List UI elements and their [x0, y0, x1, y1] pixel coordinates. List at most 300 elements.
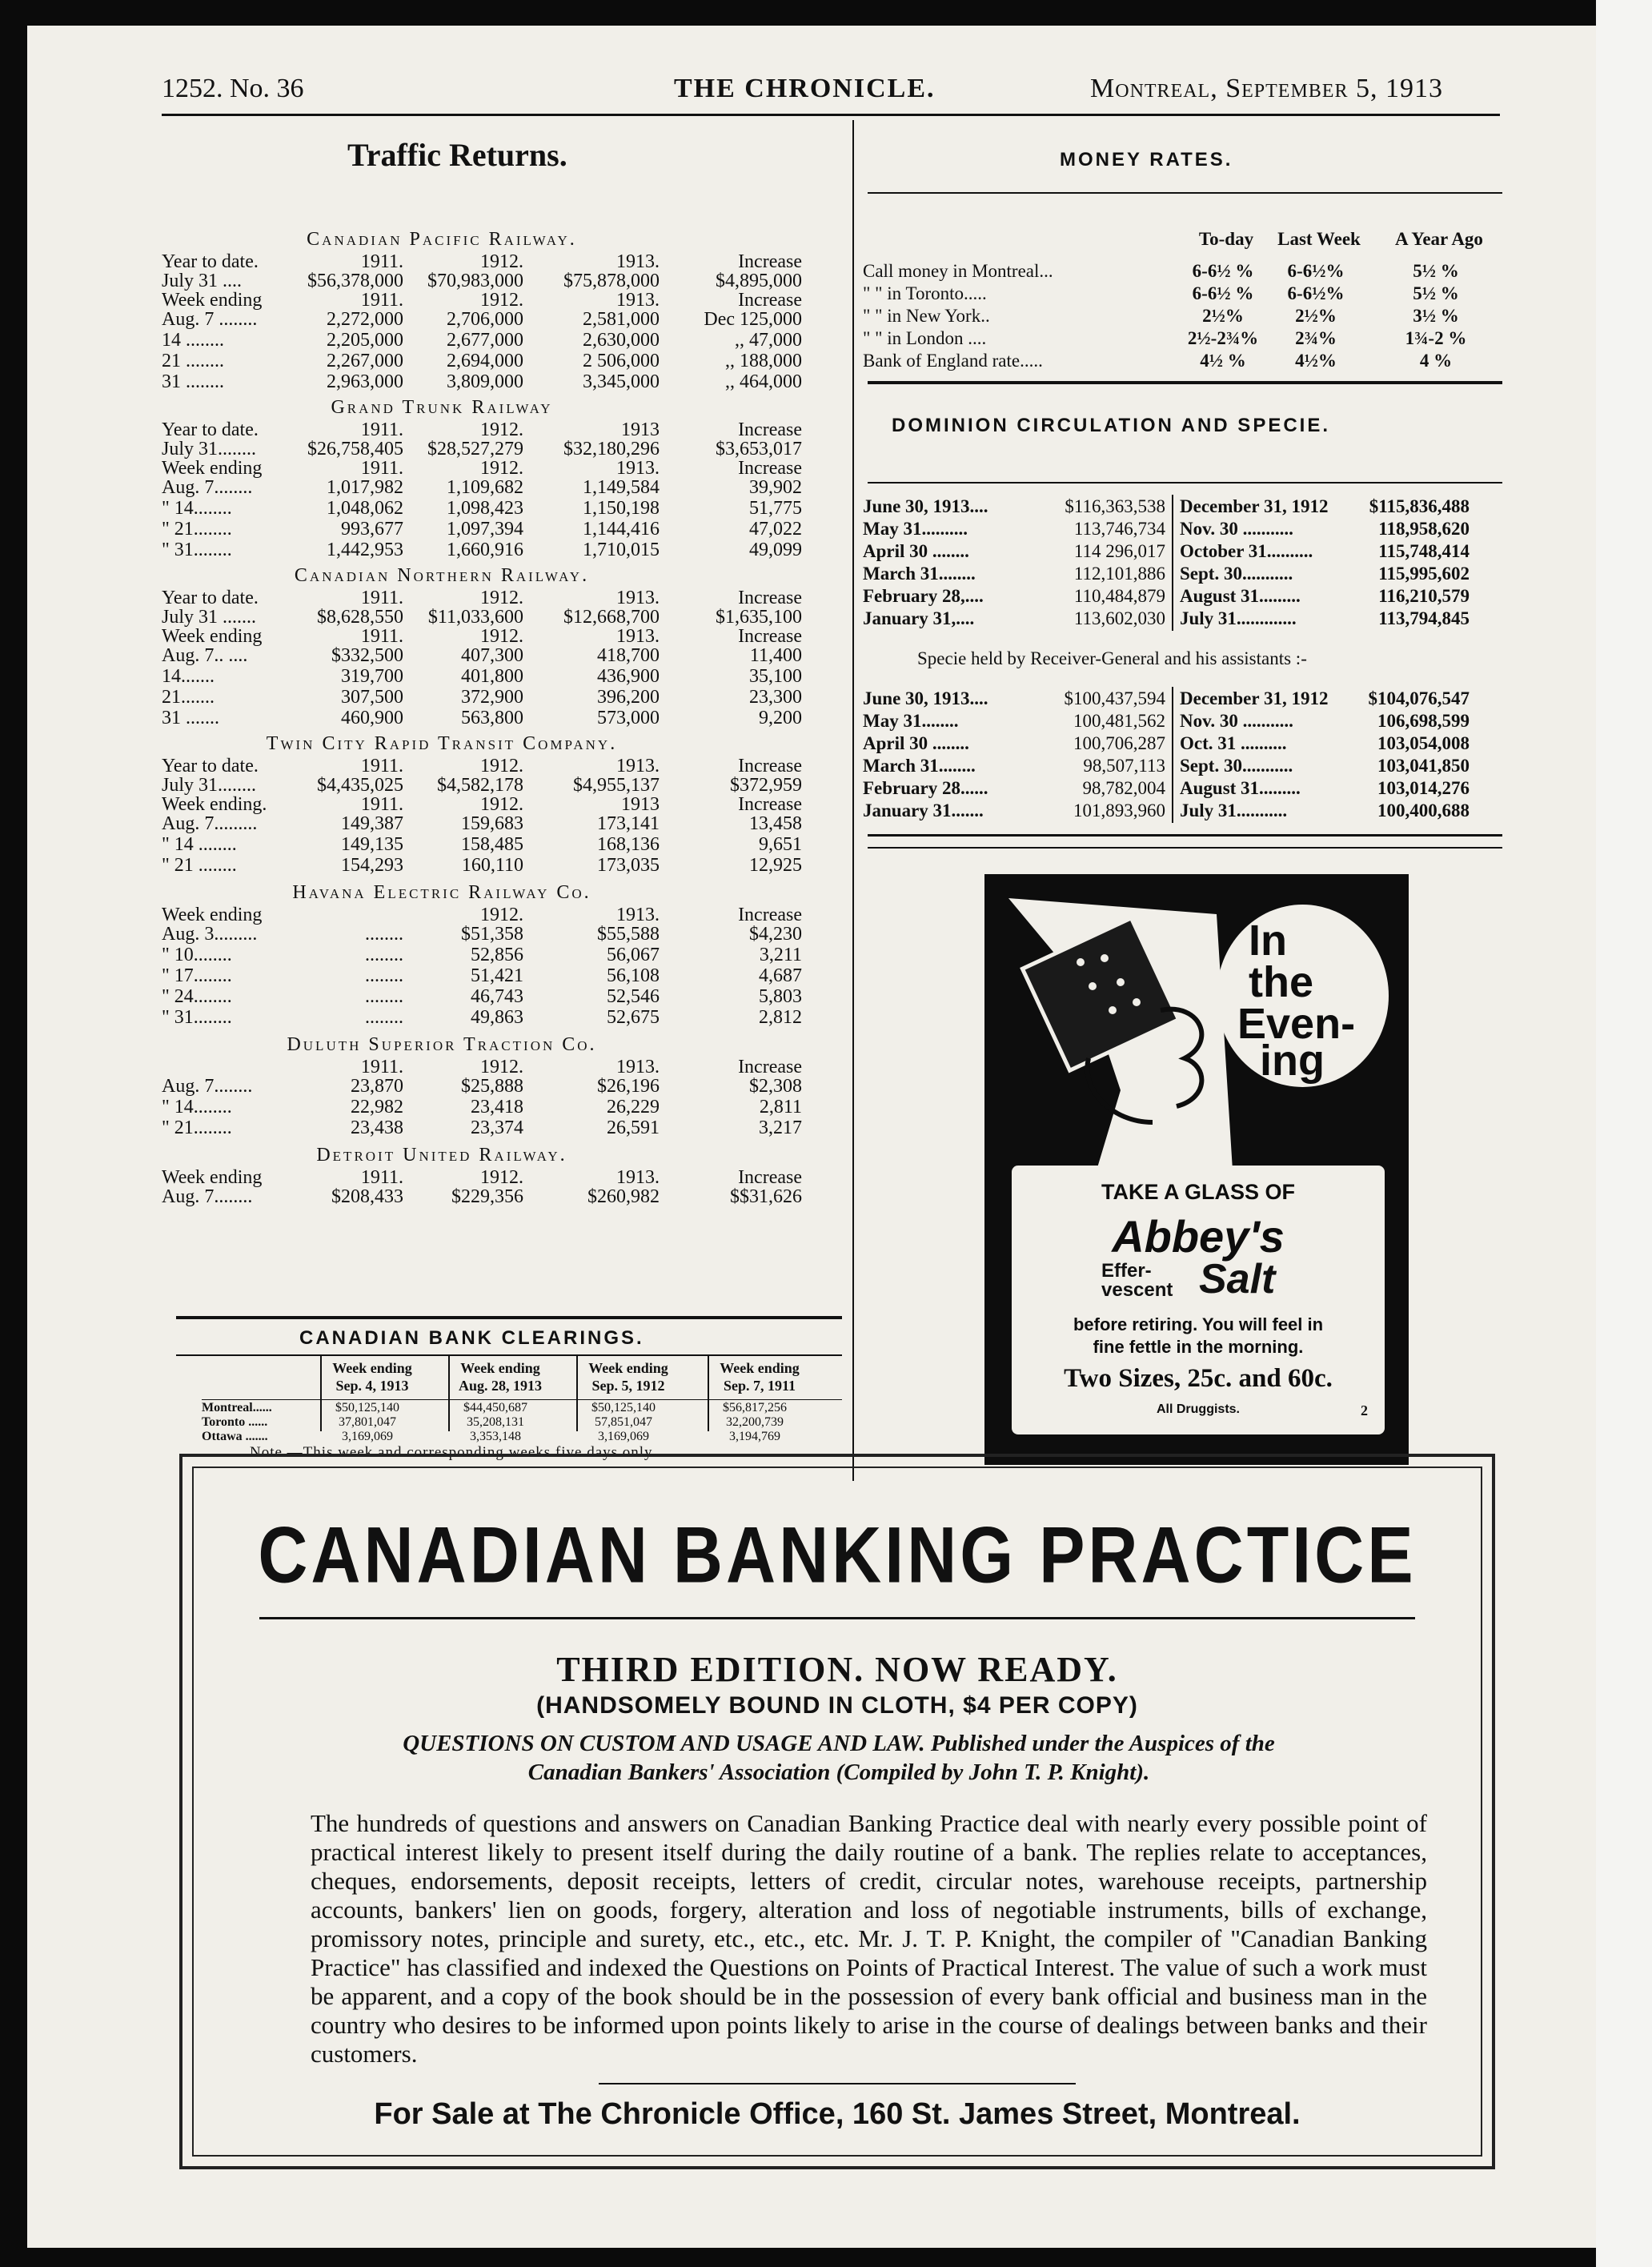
havana-row-col-2: 49,863	[471, 1007, 523, 1028]
twin-row-col-1: 154,293	[341, 855, 403, 876]
cpr-row-col-4: ,, 464,000	[725, 371, 802, 392]
gtr-ytd-head-label: Year to date.	[162, 419, 259, 440]
twin-ytd-row-col-1: $4,435,025	[317, 775, 403, 796]
cnr-week-head-col-1: 1911.	[360, 626, 403, 647]
havana-row-col-4: 4,687	[759, 965, 802, 986]
ad-take-glass: TAKE A GLASS OF	[1101, 1180, 1295, 1204]
twin-week-head-label: Week ending.	[162, 794, 267, 815]
twin-week-head-col-4: Increase	[738, 794, 802, 815]
gtr-row-col-1: 1,017,982	[327, 477, 403, 498]
money-rates-label: " " in New York..	[863, 306, 990, 326]
cpr-row-col-2: 2,694,000	[447, 351, 523, 371]
cpr-ytd-row-col-1: $56,378,000	[307, 271, 403, 291]
detroit-week-head-col-3: 1913.	[616, 1167, 660, 1188]
dominion-value-a: 112,101,886	[1073, 564, 1165, 584]
cpr-row-label: 31 ........	[162, 371, 224, 392]
havana-row-col-1: ........	[365, 986, 403, 1007]
clearings-top-rule	[176, 1316, 842, 1319]
twin-row-col-2: 160,110	[461, 855, 523, 876]
clearings-value: $50,125,140	[335, 1401, 399, 1414]
dominion-rule-bottom	[868, 834, 1502, 837]
gtr-week-head-label: Week ending	[162, 458, 263, 479]
cnr-row-col-1: 460,900	[341, 708, 403, 728]
twin-name: Twin City Rapid Transit Company.	[266, 733, 618, 754]
havana-row-col-3: 52,675	[607, 1007, 660, 1028]
money-rates-label: " " in London ....	[863, 328, 987, 348]
twin-row-label: " 14 ........	[162, 834, 237, 855]
dominion-col-rule	[1172, 495, 1173, 631]
cnr-name: Canadian Northern Railway.	[294, 565, 590, 586]
cpr-row-col-2: 2,706,000	[447, 309, 523, 330]
gtr-week-head-col-2: 1912.	[480, 458, 523, 479]
specie-value-a: 98,507,113	[1083, 756, 1165, 776]
cnr-ytd-head-col-3: 1913.	[616, 588, 660, 608]
newspaper-page	[27, 26, 1596, 2248]
specie-value-b: 103,054,008	[1377, 733, 1470, 753]
cpr-ytd-head-label: Year to date.	[162, 251, 259, 272]
havana-week-head-col-2: 1912.	[480, 905, 523, 925]
book-sale-line: For Sale at The Chronicle Office, 160 St. James Street, Montreal.	[374, 2097, 1301, 2131]
dominion-rule-bottom-2	[868, 847, 1502, 849]
gtr-row-col-4: 47,022	[749, 519, 802, 540]
ad-effer: Effer-	[1101, 1260, 1152, 1282]
money-rates-value: 2½-2¾%	[1187, 328, 1259, 348]
clearings-note: Note.—This week and corresponding weeks five days only.	[250, 1444, 657, 1461]
havana-row-label: Aug. 3.........	[162, 924, 258, 945]
cpr-row-col-1: 2,963,000	[327, 371, 403, 392]
specie-value-a: 100,481,562	[1073, 711, 1165, 731]
book-questions-line-1: QUESTIONS ON CUSTOM AND USAGE AND LAW. Published under the Auspices of the	[403, 1731, 1275, 1756]
twin-week-head-col-1: 1911.	[360, 794, 403, 815]
duluth-row-col-4: 2,811	[759, 1097, 802, 1117]
havana-row-col-4: 5,803	[759, 986, 802, 1007]
cpr-ytd-row-col-3: $75,878,000	[563, 271, 660, 291]
gtr-name: Grand Trunk Railway	[331, 397, 553, 418]
clearings-value: $50,125,140	[591, 1401, 656, 1414]
havana-week-head-label: Week ending	[162, 905, 263, 925]
gtr-ytd-head-col-1: 1911.	[360, 419, 403, 440]
dominion-date-a: January 31,....	[863, 608, 975, 628]
dominion-date-a: May 31..........	[863, 519, 968, 539]
cpr-row-col-2: 2,677,000	[447, 330, 523, 351]
ad-effervescent	[1101, 1262, 1173, 1300]
money-rates-value: 6-6½%	[1287, 283, 1345, 303]
abbeys-text-panel	[1012, 1166, 1385, 1434]
specie-date-a: January 31.......	[863, 800, 984, 821]
twin-row-col-4: 9,651	[759, 834, 802, 855]
gtr-row-col-2: 1,098,423	[447, 498, 523, 519]
clearings-value: 3,194,769	[729, 1430, 780, 1443]
money-rates-label: Call money in Montreal...	[863, 261, 1053, 281]
specie-date-b: Sept. 30...........	[1180, 756, 1293, 776]
gtr-row-col-4: 39,902	[749, 477, 802, 498]
twin-ytd-head-col-3: 1913.	[616, 756, 660, 776]
banking-practice-ad	[179, 1454, 1495, 2169]
dominion-value-b: $115,836,488	[1369, 496, 1470, 516]
cpr-ytd-head-col-4: Increase	[738, 251, 802, 272]
clearings-value: 35,208,131	[467, 1415, 524, 1429]
clearings-rule	[176, 1354, 842, 1356]
traffic-returns-title: Traffic Returns.	[347, 137, 567, 173]
havana-week-head-col-3: 1913.	[616, 905, 660, 925]
twin-ytd-head-col-1: 1911.	[360, 756, 403, 776]
twin-row-col-1: 149,387	[341, 813, 403, 834]
cpr-week-head-label: Week ending	[162, 290, 263, 311]
cnr-row-col-4: 9,200	[759, 708, 802, 728]
money-rates-value: 3½ %	[1413, 306, 1459, 326]
dominion-value-b: 116,210,579	[1378, 586, 1470, 606]
havana-week-head-col-4: Increase	[738, 905, 802, 925]
cnr-row-label: 14.......	[162, 666, 215, 687]
dominion-date-b: Sept. 30...........	[1180, 564, 1293, 584]
dominion-rule-top	[868, 482, 1502, 483]
dateline: Montreal, September 5, 1913	[1090, 74, 1443, 103]
cpr-row-label: 14 ........	[162, 330, 224, 351]
clearings-value: 3,169,069	[598, 1430, 649, 1443]
havana-row-col-2: 51,421	[471, 965, 523, 986]
clearings-value: $56,817,256	[723, 1401, 787, 1414]
gtr-ytd-head-col-4: Increase	[738, 419, 802, 440]
cpr-row-col-4: Dec 125,000	[704, 309, 802, 330]
twin-ytd-row-label: July 31........	[162, 775, 257, 796]
gtr-ytd-row-col-4: $3,653,017	[716, 439, 802, 459]
gtr-row-col-3: 1,144,416	[583, 519, 660, 540]
havana-row-col-3: 56,108	[607, 965, 660, 986]
dominion-value-a: 110,484,879	[1073, 586, 1165, 606]
specie-date-b: July 31...........	[1180, 800, 1288, 821]
twin-row-label: " 21 ........	[162, 855, 237, 876]
havana-row-label: " 17........	[162, 965, 232, 986]
duluth-row-col-3: 26,591	[607, 1117, 660, 1138]
money-rates-value: 5½ %	[1413, 261, 1459, 281]
twin-row-col-3: 173,035	[597, 855, 660, 876]
duluth-row-col-2: 23,418	[471, 1097, 523, 1117]
cpr-row-label: 21 ........	[162, 351, 224, 371]
cpr-ytd-head-col-2: 1912.	[480, 251, 523, 272]
ad-druggists: All Druggists.	[1156, 1402, 1240, 1416]
havana-row-label: " 24........	[162, 986, 232, 1007]
cnr-row-label: Aug. 7.. ....	[162, 645, 248, 666]
cpr-row-col-2: 3,809,000	[447, 371, 523, 392]
duluth-row-col-3: 26,229	[607, 1097, 660, 1117]
havana-row-col-2: $51,358	[461, 924, 523, 945]
twin-row-label: Aug. 7.........	[162, 813, 258, 834]
specie-value-a: 101,893,960	[1073, 800, 1165, 821]
detroit-name: Detroit United Railway.	[316, 1145, 567, 1166]
clearings-value: 32,200,739	[726, 1415, 784, 1429]
dominion-date-b: July 31.............	[1180, 608, 1297, 628]
book-questions-line-2: Canadian Bankers' Association (Compiled by John T. P. Knight).	[527, 1759, 1150, 1785]
detroit-week-head-col-2: 1912.	[480, 1167, 523, 1188]
ad-line-2: fine fettle in the morning.	[1093, 1337, 1304, 1357]
detroit-row-col-4: $$31,626	[730, 1186, 802, 1207]
detroit-week-head-col-1: 1911.	[360, 1167, 403, 1188]
cnr-row-col-2: 407,300	[461, 645, 523, 666]
cnr-ytd-head-col-4: Increase	[738, 588, 802, 608]
gtr-row-col-4: 49,099	[749, 540, 802, 560]
clearings-value: 37,801,047	[339, 1415, 396, 1429]
duluth-row-col-1: 23,870	[351, 1076, 403, 1097]
gtr-row-col-3: 1,149,584	[583, 477, 660, 498]
cnr-week-head-col-4: Increase	[738, 626, 802, 647]
cpr-week-head-col-2: 1912.	[480, 290, 523, 311]
detroit-row-col-2: $229,356	[451, 1186, 523, 1207]
dominion-value-a: 114 296,017	[1073, 541, 1165, 561]
cnr-ytd-head-col-2: 1912.	[480, 588, 523, 608]
clearings-city: Montreal......	[202, 1401, 272, 1414]
cnr-row-col-3: 418,700	[597, 645, 660, 666]
gtr-row-col-3: 1,150,198	[583, 498, 660, 519]
specie-value-a: 100,706,287	[1073, 733, 1165, 753]
duluth-week-head-col-2: 1912.	[480, 1057, 523, 1077]
twin-ytd-row-col-4: $372,959	[730, 775, 802, 796]
cpr-row-col-4: ,, 188,000	[725, 351, 802, 371]
dominion-date-b: December 31, 1912	[1180, 496, 1329, 516]
gtr-ytd-row-label: July 31........	[162, 439, 257, 459]
dominion-value-b: 113,794,845	[1378, 608, 1470, 628]
money-rates-value: 2½%	[1202, 306, 1244, 326]
cpr-ytd-row-label: July 31 ....	[162, 271, 243, 291]
twin-row-col-2: 159,683	[461, 813, 523, 834]
clearings-header-line-2: Sep. 4, 1913	[335, 1378, 409, 1394]
gtr-ytd-row-col-1: $26,758,405	[307, 439, 403, 459]
specie-date-a: June 30, 1913....	[863, 688, 988, 708]
twin-ytd-row-col-3: $4,955,137	[573, 775, 660, 796]
abbeys-salt-ad	[984, 874, 1409, 1465]
dominion-value-a: $116,363,538	[1065, 496, 1165, 516]
cnr-week-head-col-3: 1913.	[616, 626, 660, 647]
clearings-value: 57,851,047	[595, 1415, 652, 1429]
cpr-ytd-head-col-1: 1911.	[360, 251, 403, 272]
cpr-row-col-3: 3,345,000	[583, 371, 660, 392]
cnr-ytd-row-col-4: $1,635,100	[716, 607, 802, 628]
havana-row-col-1: ........	[365, 945, 403, 965]
clearings-city: Toronto ......	[202, 1415, 268, 1429]
cnr-ytd-row-col-2: $11,033,600	[427, 607, 523, 628]
gtr-ytd-row-col-3: $32,180,296	[563, 439, 660, 459]
cnr-week-head-col-2: 1912.	[480, 626, 523, 647]
cnr-row-col-2: 401,800	[461, 666, 523, 687]
cnr-ytd-row-label: July 31 .......	[162, 607, 257, 628]
duluth-row-col-3: $26,196	[597, 1076, 660, 1097]
cnr-row-col-2: 563,800	[461, 708, 523, 728]
money-rates-value: 2¾%	[1295, 328, 1337, 348]
clearings-header-rule	[202, 1399, 842, 1400]
specie-col-rule	[1172, 687, 1173, 823]
twin-week-head-col-2: 1912.	[480, 794, 523, 815]
twin-row-col-3: 173,141	[597, 813, 660, 834]
duluth-week-head-col-4: Increase	[738, 1057, 802, 1077]
cpr-week-head-col-4: Increase	[738, 290, 802, 311]
book-binding: (HANDSOMELY BOUND IN CLOTH, $4 PER COPY)	[536, 1692, 1138, 1719]
ad-word-ing: ing	[1260, 1037, 1325, 1085]
gtr-row-col-1: 1,442,953	[327, 540, 403, 560]
duluth-row-label: " 14........	[162, 1097, 232, 1117]
cnr-week-head-label: Week ending	[162, 626, 263, 647]
dominion-title: DOMINION CIRCULATION AND SPECIE.	[892, 415, 1331, 436]
cpr-week-head-col-3: 1913.	[616, 290, 660, 311]
money-rates-rule-top	[868, 192, 1502, 194]
gtr-ytd-head-col-3: 1913	[621, 419, 660, 440]
cpr-row-col-4: ,, 47,000	[735, 330, 802, 351]
cpr-week-head-col-1: 1911.	[360, 290, 403, 311]
detroit-row-col-3: $260,982	[587, 1186, 660, 1207]
twin-row-col-3: 168,136	[597, 834, 660, 855]
money-rates-title: MONEY RATES.	[1060, 149, 1233, 171]
ad-number: 2	[1361, 1402, 1368, 1418]
specie-date-b: Nov. 30 ...........	[1180, 711, 1293, 731]
specie-value-b: 103,014,276	[1377, 778, 1470, 798]
cnr-row-col-4: 23,300	[749, 687, 802, 708]
money-rates-value: 6-6½%	[1287, 261, 1345, 281]
gtr-row-label: " 21........	[162, 519, 232, 540]
clearings-title: CANADIAN BANK CLEARINGS.	[299, 1327, 644, 1349]
dominion-value-b: 118,958,620	[1378, 519, 1470, 539]
clearings-value: $44,450,687	[463, 1401, 527, 1414]
duluth-row-label: Aug. 7........	[162, 1076, 253, 1097]
gtr-row-col-3: 1,710,015	[583, 540, 660, 560]
twin-row-col-1: 149,135	[341, 834, 403, 855]
dominion-date-a: March 31........	[863, 564, 976, 584]
duluth-row-col-2: $25,888	[461, 1076, 523, 1097]
gtr-row-label: " 31........	[162, 540, 232, 560]
cnr-row-col-2: 372,900	[461, 687, 523, 708]
cpr-row-col-1: 2,205,000	[327, 330, 403, 351]
havana-row-col-1: ........	[365, 965, 403, 986]
specie-date-a: April 30 ........	[863, 733, 969, 753]
havana-row-col-4: 2,812	[759, 1007, 802, 1028]
ad-word-in: In	[1249, 917, 1287, 965]
havana-name: Havana Electric Railway Co.	[292, 882, 591, 903]
dominion-date-b: Nov. 30 ...........	[1180, 519, 1293, 539]
gtr-ytd-head-col-2: 1912.	[480, 419, 523, 440]
gtr-row-col-2: 1,109,682	[447, 477, 523, 498]
twin-row-col-4: 12,925	[749, 855, 802, 876]
clearings-header-line-1: Week ending	[332, 1360, 412, 1376]
money-rates-value: 1¾-2 %	[1405, 328, 1467, 348]
duluth-name: Duluth Superior Traction Co.	[287, 1034, 597, 1055]
twin-row-col-2: 158,485	[461, 834, 523, 855]
dominion-value-b: 115,748,414	[1378, 541, 1470, 561]
cnr-row-label: 31 .......	[162, 708, 219, 728]
specie-date-b: December 31, 1912	[1180, 688, 1329, 708]
specie-value-a: 98,782,004	[1082, 778, 1165, 798]
gtr-week-head-col-1: 1911.	[360, 458, 403, 479]
book-title-rule	[259, 1617, 1415, 1619]
gtr-row-col-1: 993,677	[341, 519, 403, 540]
money-rates-label: Bank of England rate.....	[863, 351, 1043, 371]
cnr-ytd-row-col-1: $8,628,550	[317, 607, 403, 628]
money-rates-value: 4½ %	[1200, 351, 1246, 371]
dominion-date-a: February 28,....	[863, 586, 984, 606]
ad-word-the: the	[1249, 958, 1313, 1006]
book-sale-rule	[599, 2083, 1076, 2084]
detroit-row-col-1: $208,433	[331, 1186, 403, 1207]
clearings-city: Ottawa .......	[202, 1430, 268, 1443]
specie-value-b: $104,076,547	[1368, 688, 1470, 708]
cpr-ytd-head-col-3: 1913.	[616, 251, 660, 272]
cpr-name: Canadian Pacific Railway.	[307, 229, 577, 250]
clearings-value: 3,353,148	[470, 1430, 521, 1443]
cpr-ytd-row-col-2: $70,983,000	[427, 271, 523, 291]
cpr-row-col-3: 2 506,000	[583, 351, 660, 371]
specie-date-a: February 28......	[863, 778, 988, 798]
duluth-row-col-2: 23,374	[471, 1117, 523, 1138]
gtr-row-col-2: 1,660,916	[447, 540, 523, 560]
money-rates-label: " " in Toronto.....	[863, 283, 987, 303]
evening-circle	[1217, 905, 1389, 1087]
clearings-header-line-1: Week ending	[460, 1360, 540, 1376]
duluth-week-head-col-3: 1913.	[616, 1057, 660, 1077]
havana-row-col-4: 3,211	[759, 945, 802, 965]
hand-with-glass-illustration	[992, 882, 1233, 1186]
money-rates-value: 2½%	[1295, 306, 1337, 326]
havana-row-col-2: 46,743	[471, 986, 523, 1007]
book-description: The hundreds of questions and answers on Canadian Banking Practice deal with nearly every possible point of practical interest likely to present itself during the daily routine of a bank. The replies relate to acceptances, cheques, endorsements, deposit receipts, letters of credit, circular notes, warehouse receipts, partnership accounts, bankers' lien on goods, forgery, alteration and loss of negotiable instruments, bills of exchange, promissory notes, principle and surety, etc., etc., etc. Mr. J. T. P. Knight, the compiler of "Canadian Banking Practice" has classified and indexed the Questions on Points of Practical Interest. The value of such a work must be apparent, and a copy of the book should be in the possession of every bank official and business man in the country who desires to be informed upon points likely to arise in the course of dealings between banks and their customers.	[311, 1809, 1427, 2068]
dominion-date-a: April 30 ........	[863, 541, 969, 561]
twin-ytd-head-col-2: 1912.	[480, 756, 523, 776]
gtr-week-head-col-4: Increase	[738, 458, 802, 479]
ad-salt: Salt	[1199, 1256, 1276, 1302]
cnr-row-col-1: 307,500	[341, 687, 403, 708]
money-rates-value: 5½ %	[1413, 283, 1459, 303]
money-rates-header: To-day	[1198, 229, 1254, 249]
duluth-row-col-4: $2,308	[749, 1076, 802, 1097]
twin-row-col-4: 13,458	[749, 813, 802, 834]
havana-row-col-4: $4,230	[749, 924, 802, 945]
specie-value-a: $100,437,594	[1064, 688, 1165, 708]
column-rule	[852, 120, 854, 1481]
cnr-ytd-head-col-1: 1911.	[360, 588, 403, 608]
detroit-week-head-label: Week ending	[162, 1167, 263, 1188]
dominion-value-a: 113,602,030	[1073, 608, 1165, 628]
specie-date-b: Oct. 31 ..........	[1180, 733, 1287, 753]
gtr-row-label: " 14........	[162, 498, 232, 519]
cpr-row-col-1: 2,267,000	[327, 351, 403, 371]
havana-row-col-1: ........	[365, 1007, 403, 1028]
duluth-row-col-1: 23,438	[351, 1117, 403, 1138]
cnr-ytd-row-col-3: $12,668,700	[563, 607, 660, 628]
duluth-row-label: " 21........	[162, 1117, 232, 1138]
specie-value-b: 100,400,688	[1377, 800, 1470, 821]
cpr-row-label: Aug. 7 ........	[162, 309, 258, 330]
ad-sizes: Two Sizes, 25c. and 60c.	[1064, 1364, 1333, 1393]
specie-value-b: 106,698,599	[1377, 711, 1470, 731]
havana-row-col-1: ........	[365, 924, 403, 945]
dominion-date-b: October 31..........	[1180, 541, 1313, 561]
twin-week-head-col-3: 1913	[621, 794, 660, 815]
header-rule	[162, 114, 1500, 116]
ad-line-1: before retiring. You will feel in	[1073, 1314, 1324, 1334]
clearings-header-line-1: Week ending	[588, 1360, 668, 1376]
cpr-ytd-row-col-4: $4,895,000	[716, 271, 802, 291]
page-number: 1252. No. 36	[162, 74, 304, 103]
twin-ytd-head-label: Year to date.	[162, 756, 259, 776]
cnr-row-col-4: 11,400	[749, 645, 802, 666]
money-rates-value: 6-6½ %	[1192, 261, 1254, 281]
ad-vescent: vescent	[1101, 1279, 1173, 1301]
specie-value-b: 103,041,850	[1377, 756, 1470, 776]
havana-row-col-2: 52,856	[471, 945, 523, 965]
book-title: CANADIAN BANKING PRACTICE	[258, 1511, 1417, 1600]
money-rates-value: 4½%	[1295, 351, 1337, 371]
dominion-date-b: August 31.........	[1180, 586, 1301, 606]
havana-row-col-3: 56,067	[607, 945, 660, 965]
dominion-date-a: June 30, 1913....	[863, 496, 988, 516]
havana-row-label: " 31........	[162, 1007, 232, 1028]
gtr-row-col-2: 1,097,394	[447, 519, 523, 540]
cnr-row-col-3: 436,900	[597, 666, 660, 687]
